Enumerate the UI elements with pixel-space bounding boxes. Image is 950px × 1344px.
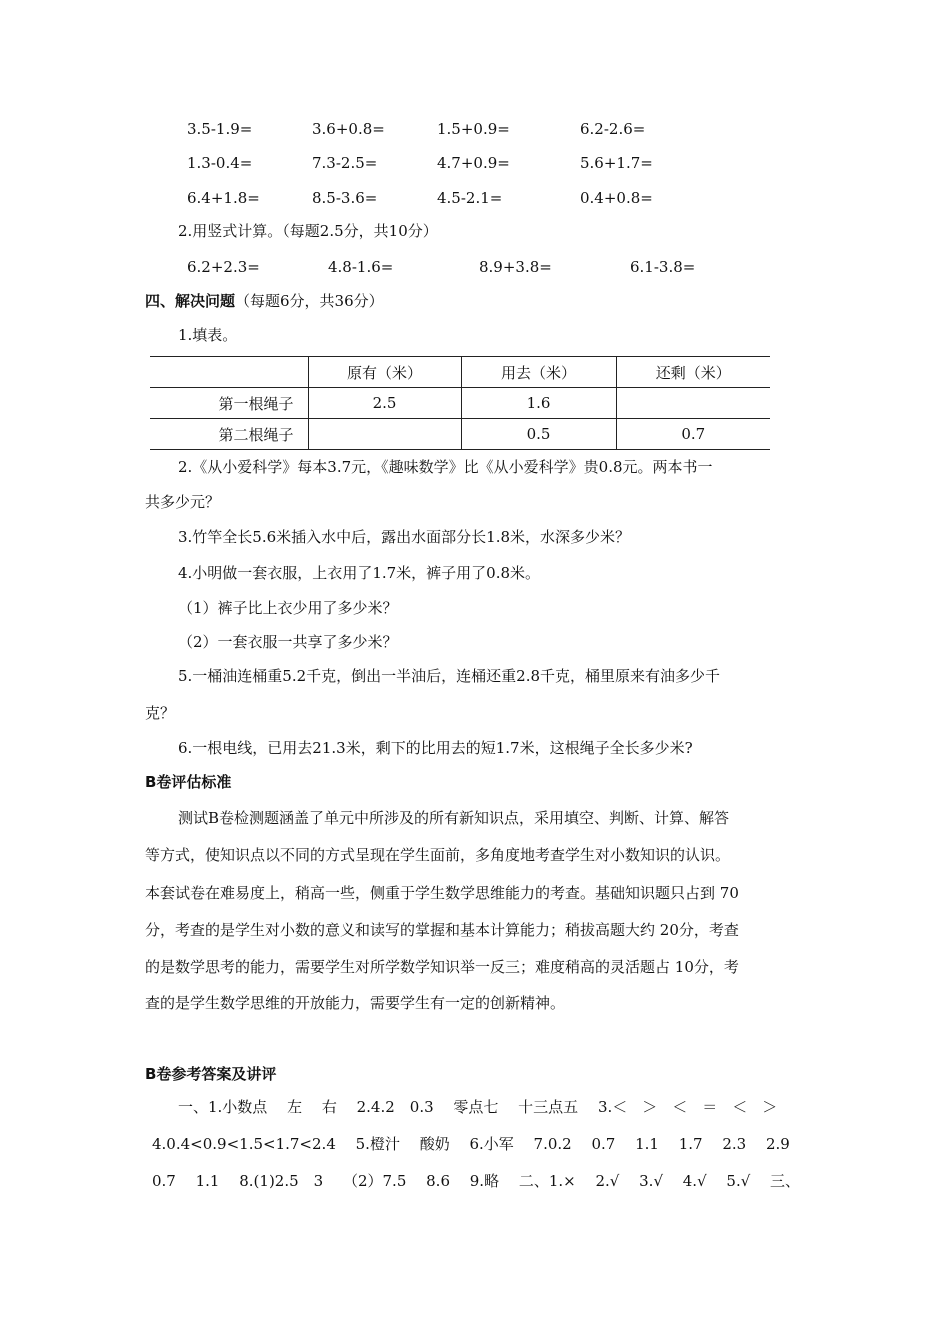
evaluation-line: 测试B卷检测题涵盖了单元中所涉及的所有新知识点，采用填空、判断、计算、解答 bbox=[178, 809, 730, 827]
calc-item: 4.5-2.1= bbox=[437, 189, 503, 207]
vertical-calc-item: 4.8-1.6= bbox=[328, 258, 394, 276]
answers-line: 4.0.4<0.9<1.5<1.7<2.4 5.橙汁 酸奶 6.小军 7.0.2 0.7 1.1 1.7 2.3 2.9 bbox=[152, 1135, 790, 1153]
table-header-cell bbox=[150, 357, 308, 388]
calc-item: 6.4+1.8= bbox=[187, 189, 260, 207]
calc-item: 8.5-3.6= bbox=[312, 189, 378, 207]
evaluation-line: 分，考查的是学生对小数的意义和读写的掌握和基本计算能力；稍拔高题大约 20分，考查 bbox=[145, 921, 739, 939]
evaluation-line: 等方式，使知识点以不同的方式呈现在学生面前，多角度地考查学生对小数知识的认识。 bbox=[145, 846, 731, 864]
table-cell: 第一根绳子 bbox=[150, 388, 308, 419]
question-4: 4.小明做一套衣服，上衣用了1.7米，裤子用了0.8米。 bbox=[178, 564, 541, 582]
calc-item: 5.6+1.7= bbox=[580, 154, 653, 172]
calc-item: 4.7+0.9= bbox=[437, 154, 510, 172]
calc-item: 6.2-2.6= bbox=[580, 120, 646, 138]
question-3: 3.竹竿全长5.6米插入水中后，露出水面部分长1.8米，水深多少米？ bbox=[178, 528, 631, 546]
question-4-sub: （1）裤子比上衣少用了多少米？ bbox=[178, 599, 398, 617]
calc-item: 7.3-2.5= bbox=[312, 154, 378, 172]
calc-item: 0.4+0.8= bbox=[580, 189, 653, 207]
table-cell: 2.5 bbox=[308, 388, 461, 419]
table-cell: 0.5 bbox=[461, 419, 616, 450]
question-6: 6.一根电线，已用去21.3米，剩下的比用去的短1.7米，这根绳子全长多少米? bbox=[178, 739, 693, 757]
table-cell bbox=[616, 388, 770, 419]
table-cell bbox=[308, 419, 461, 450]
vertical-calc-title: 2.用竖式计算。（每题2.5分，共10分） bbox=[178, 222, 438, 240]
table-cell: 1.6 bbox=[461, 388, 616, 419]
table-header-cell: 还剩（米） bbox=[616, 357, 770, 388]
table-header-cell: 用去（米） bbox=[461, 357, 616, 388]
question-5-line: 克？ bbox=[145, 704, 176, 722]
evaluation-line: 的是数学思考的能力，需要学生对所学数学知识举一反三；难度稍高的灵活题占 10分，考 bbox=[145, 958, 739, 976]
section-title: 四、解决问题 bbox=[145, 292, 236, 310]
question-4-sub: （2）一套衣服一共享了多少米？ bbox=[178, 633, 398, 651]
table-header-row bbox=[150, 357, 770, 388]
table-row bbox=[150, 388, 770, 419]
question-1: 1.填表。 bbox=[178, 326, 238, 344]
section-note: （每题6分，共36分） bbox=[235, 292, 384, 310]
evaluation-line: 本套试卷在难易度上，稍高一些，侧重于学生数学思维能力的考查。基础知识题只占到 70 bbox=[145, 884, 739, 902]
answers-line: 0.7 1.1 8.(1)2.5 3 （2）7.5 8.6 9.略 二、1.× 2.√ 3.√ 4.√ 5.√ 三、 bbox=[152, 1172, 801, 1190]
table-row bbox=[150, 419, 770, 450]
question-2-line: 共多少元？ bbox=[145, 493, 221, 511]
evaluation-heading: B卷评估标准 bbox=[145, 773, 232, 791]
calc-item: 3.5-1.9= bbox=[187, 120, 253, 138]
question-5-line: 5.一桶油连桶重5.2千克，倒出一半油后，连桶还重2.8千克，桶里原来有油多少千 bbox=[178, 667, 721, 685]
vertical-calc-item: 6.2+2.3= bbox=[187, 258, 260, 276]
vertical-calc-item: 8.9+3.8= bbox=[479, 258, 552, 276]
calc-item: 1.3-0.4= bbox=[187, 154, 253, 172]
fill-table bbox=[150, 356, 770, 450]
calc-item: 1.5+0.9= bbox=[437, 120, 510, 138]
answers-line: 一、1.小数点 左 右 2.4.2 0.3 零点七 十三点五 3.＜ ＞ ＜ ＝ ＜ ＞ bbox=[178, 1098, 778, 1116]
calc-item: 3.6+0.8= bbox=[312, 120, 385, 138]
vertical-calc-item: 6.1-3.8= bbox=[630, 258, 696, 276]
table-cell: 0.7 bbox=[616, 419, 770, 450]
question-2-line: 2.《从小爱科学》每本3.7元，《趣味数学》比《从小爱科学》贵0.8元。两本书一 bbox=[178, 458, 713, 476]
table-cell: 第二根绳子 bbox=[150, 419, 308, 450]
answers-heading: B卷参考答案及讲评 bbox=[145, 1065, 277, 1083]
table-header-cell: 原有（米） bbox=[308, 357, 461, 388]
evaluation-line: 查的是学生数学思维的开放能力，需要学生有一定的创新精神。 bbox=[145, 994, 566, 1012]
section-heading bbox=[145, 291, 384, 311]
